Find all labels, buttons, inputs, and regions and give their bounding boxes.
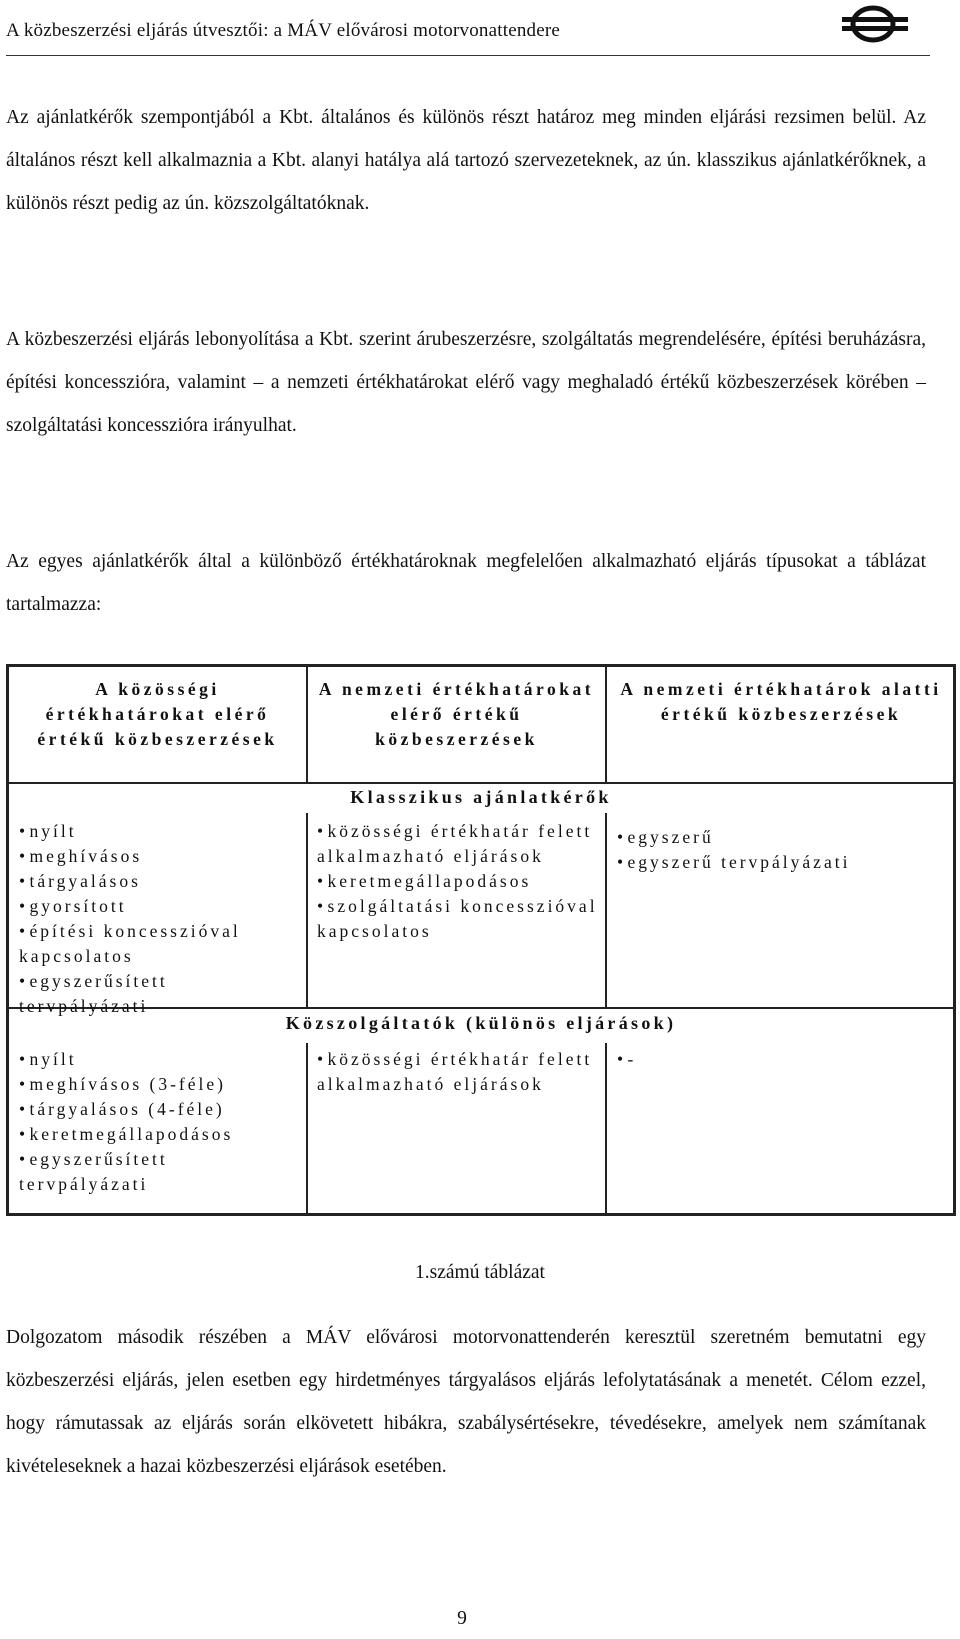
paragraph-lebonyolitas: A közbeszerzési eljárás lebonyolítása a Kbt. szerint árubeszerzésre, szolgáltatás megrendelésére, építési beruházásra, építési koncesszióra, valamint – a nemzeti értékhatárokat elérő vagy meghaladó értékű közbeszerzések körében – szolgáltatási koncesszióra irányulhat.	[6, 329, 926, 436]
row2-col3-list	[617, 1047, 952, 1072]
paragraph-dolgozat: Dolgozatom második részében a MÁV elővárosi motorvonattenderén keresztül szeretném bemutatni egy közbeszerzési eljárás, jelen esetben egy hirdetményes tárgyalásos eljárás lefolytatásának a menetét. Célom ezzel, hogy rámutassak az eljárás során elkövetett hibákra, szabálysértésekre, tévedésekre, amelyek nem számítanak kivételeseknek a hazai közbeszerzési eljárások esetében.	[6, 1327, 926, 1477]
divider	[605, 667, 607, 782]
list-item: • nyílt	[19, 1047, 301, 1072]
list-item: • -	[617, 1047, 952, 1072]
divider	[306, 813, 308, 1007]
table-header-nemzeti: A nemzeti értékhatárokat elérő értékű közbeszerzések	[318, 679, 595, 749]
list-item: • gyorsított	[19, 894, 301, 919]
list-item: • szolgáltatási koncesszióval kapcsolatos	[317, 894, 599, 944]
paragraph-tablazat-intro: Az egyes ajánlatkérők által a különböző értékhatároknak megfelelően alkalmazható eljárás típusokat a táblázat tartalmazza:	[6, 551, 926, 615]
list-item: • tárgyalásos	[19, 869, 301, 894]
list-item: • egyszerűsített tervpályázati	[19, 1147, 301, 1197]
list-item: • építési koncesszióval kapcsolatos	[19, 919, 301, 969]
table-band-kozszolgaltatok: Közszolgáltatók (különös eljárások)	[285, 1013, 677, 1033]
list-item: • tárgyalásos (4-féle)	[19, 1097, 301, 1122]
divider	[9, 782, 953, 784]
divider	[306, 667, 308, 782]
list-item: • keretmegállapodásos	[317, 869, 599, 894]
list-item: • közösségi értékhatár felett alkalmazható eljárások	[317, 1047, 599, 1097]
procedure-table	[6, 664, 956, 1216]
row1-col2-list	[317, 819, 599, 944]
row1-col3-list	[617, 825, 952, 875]
page-header	[0, 0, 934, 58]
divider	[605, 1043, 607, 1213]
row2-col2-list	[317, 1047, 599, 1097]
header-title: A közbeszerzési eljárás útvesztői: a MÁV elővárosi motorvonattendere	[6, 20, 561, 41]
list-item: • meghívásos (3-féle)	[19, 1072, 301, 1097]
table-header-nemzeti-alatti: A nemzeti értékhatárok alatti értékű közbeszerzések	[620, 679, 942, 724]
list-item: • egyszerű	[617, 825, 952, 850]
list-item: • nyílt	[19, 819, 301, 844]
divider	[605, 813, 607, 1007]
list-item: • közösségi értékhatár felett alkalmazható eljárások	[317, 819, 599, 869]
table-header-kozossegi: A közösségi értékhatárokat elérő értékű közbeszerzések	[37, 679, 278, 749]
row1-col1-list	[19, 819, 301, 1019]
paragraph-ajanlatkerok: Az ajánlatkérők szempontjából a Kbt. általános és különös részt határoz meg minden eljárási rezsimen belül. Az általános részt kell alkalmaznia a Kbt. alanyi hatálya alá tartozó szervezeteknek, az ún. klasszikus ajánlatkérőknek, a különös részt pedig az ún. közszolgáltatóknak.	[6, 107, 926, 214]
mav-logo-icon	[840, 2, 910, 46]
page-number: 9	[457, 1608, 467, 1629]
list-item: • egyszerű tervpályázati	[617, 850, 952, 875]
table-caption: 1.számú táblázat	[415, 1262, 545, 1283]
table-band-klasszikus: Klasszikus ajánlatkérők	[350, 787, 612, 807]
divider	[306, 1043, 308, 1213]
list-item: • egyszerűsített tervpályázati	[19, 969, 301, 1019]
list-item: • meghívásos	[19, 844, 301, 869]
row2-col1-list	[19, 1047, 301, 1197]
list-item: • keretmegállapodásos	[19, 1122, 301, 1147]
header-divider	[6, 55, 930, 56]
